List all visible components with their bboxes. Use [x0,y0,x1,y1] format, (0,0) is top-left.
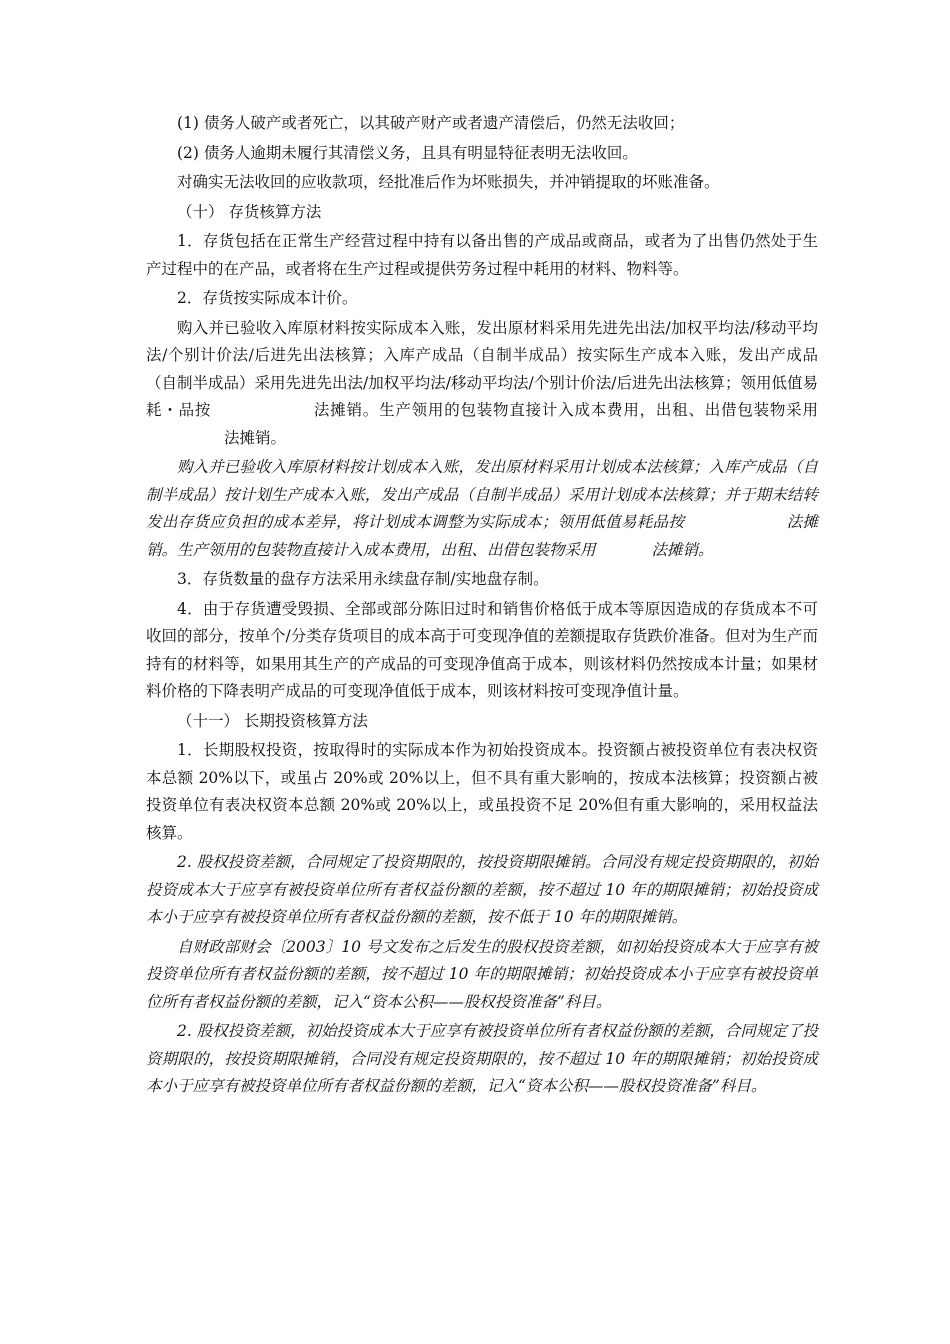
planned-cost-text-2: 法摊销。生产领用的包装物直接计入成本费用，出租、出借包装物采用 [146,513,818,559]
paragraph-actual-cost-method [146,315,818,453]
paragraph-equity-difference-1: 2. 股权投资差额，合同规定了投资期限的，按投资期限摊销。合同没有规定投资期限的，初始投资成本大于应享有被投资单位所有者权益份额的差额，按不超过 10 年的期限摊销；初始投资成本小于应享有被投资单位所有者权益份额的差额，按不低于 10 年的期限摊销。 [146,853,818,926]
actual-cost-text-1: 购入并已验收入库原材料按实际成本入账，发出原材料采用先进先出法/加权平均法/移动平均法/个别计价法/后进先出法核算；入库产成品（自制半成品）按实际生产成本入账，发出产成品（自制半成品）采用先进先出法/加权平均法/移动平均法/个别计价法/后进先出法核算；领用低值易耗・品按 [146,318,818,419]
planned-cost-text-1: 购入并已验收入库原材料按计划成本入账，发出原材料采用计划成本法核算；入库产成品（自制半成品）按计划生产成本入账，发出产成品（自制半成品）采用计划成本法核算；并于期末结转发出存货应负担的成本差异，将计划成本调整为实际成本；领用低值易耗品按 [146,458,818,531]
document-body [146,110,818,1101]
paragraph-inventory-impairment: 4．由于存货遭受毁损、全部或部分陈旧过时和销售价格低于成本等原因造成的存货成本不可收回的部分，按单个/分类存货项目的成本高于可变现净值的差额提取存货跌价准备。但对为生产而持有的材料等，如果用其生产的产成品的可变现净值高于成本，则该材料仍然按成本计量；如果材料价格的下降表明产成品的可变现净值低于成本，则该材料按可变现净值计量。 [146,599,818,700]
paragraph-planned-cost-method [146,454,818,564]
paragraph-inventory-cost-basis: 2．存货按实际成本计价。 [177,289,358,307]
paragraph-equity-investment: 1．长期股权投资，按取得时的实际成本作为初始投资成本。投资额占被投资单位有表决权资本总额 20%以下，或虽占 20%或 20%以上，但不具有重大影响的，按成本法核算；投资额占被投资单位有表决权资本总额 20%或 20%以上，或虽投资不足 20%但有重大影响的，采用权益法核算。 [146,741,818,842]
actual-cost-text-3: 法摊销。 [224,428,287,447]
actual-cost-text-2: 法摊销。生产领用的包装物直接计入成本费用，出租、出借包装物采用 [313,401,818,419]
planned-cost-text-3: 法摊销。 [651,540,714,559]
paragraph-bad-debt-writeoff: 对确实无法收回的应收款项，经批准后作为坏账损失，并冲销提取的坏账准备。 [177,173,720,191]
section-heading-inventory: （十） 存货核算方法 [177,202,322,221]
paragraph-equity-difference-2003: 自财政部财会〔2003〕10 号文发布之后发生的股权投资差额，如初始投资成本大于应享有被投资单位所有者权益份额的差额，按不超过 10 年的期限摊销；初始投资成本小于应享有被投资单位所有者权益份额的差额，记入“资本公积——股权投资准备”科目。 [146,937,818,1011]
paragraph-inventory-count-method: 3．存货数量的盘存方法采用永续盘存制/实地盘存制。 [177,570,549,588]
section-heading-long-term-investment: （十一） 长期投资核算方法 [177,711,368,730]
paragraph-bad-debt-condition-2: (2) 债务人逾期未履行其清偿义务，且具有明显特征表明无法收回。 [177,143,638,162]
paragraph-equity-difference-2: 2. 股权投资差额，初始投资成本大于应享有被投资单位所有者权益份额的差额，合同规定了投资期限的，按投资期限摊销，合同没有规定投资期限的，按不超过 10 年的期限摊销；初始投资成本小于应享有被投资单位所有者权益份额的差额，记入“资本公积——股权投资准备”科目。 [146,1022,818,1095]
paragraph-bad-debt-condition-1: (1) 债务人破产或者死亡，以其破产财产或者遗产清偿后，仍然无法收回； [177,114,685,132]
paragraph-inventory-definition: 1．存货包括在正常生产经营过程中持有以备出售的产成品或商品，或者为了出售仍然处于生产过程中的在产品，或者将在生产过程或提供劳务过程中耗用的材料、物料等。 [146,232,818,278]
